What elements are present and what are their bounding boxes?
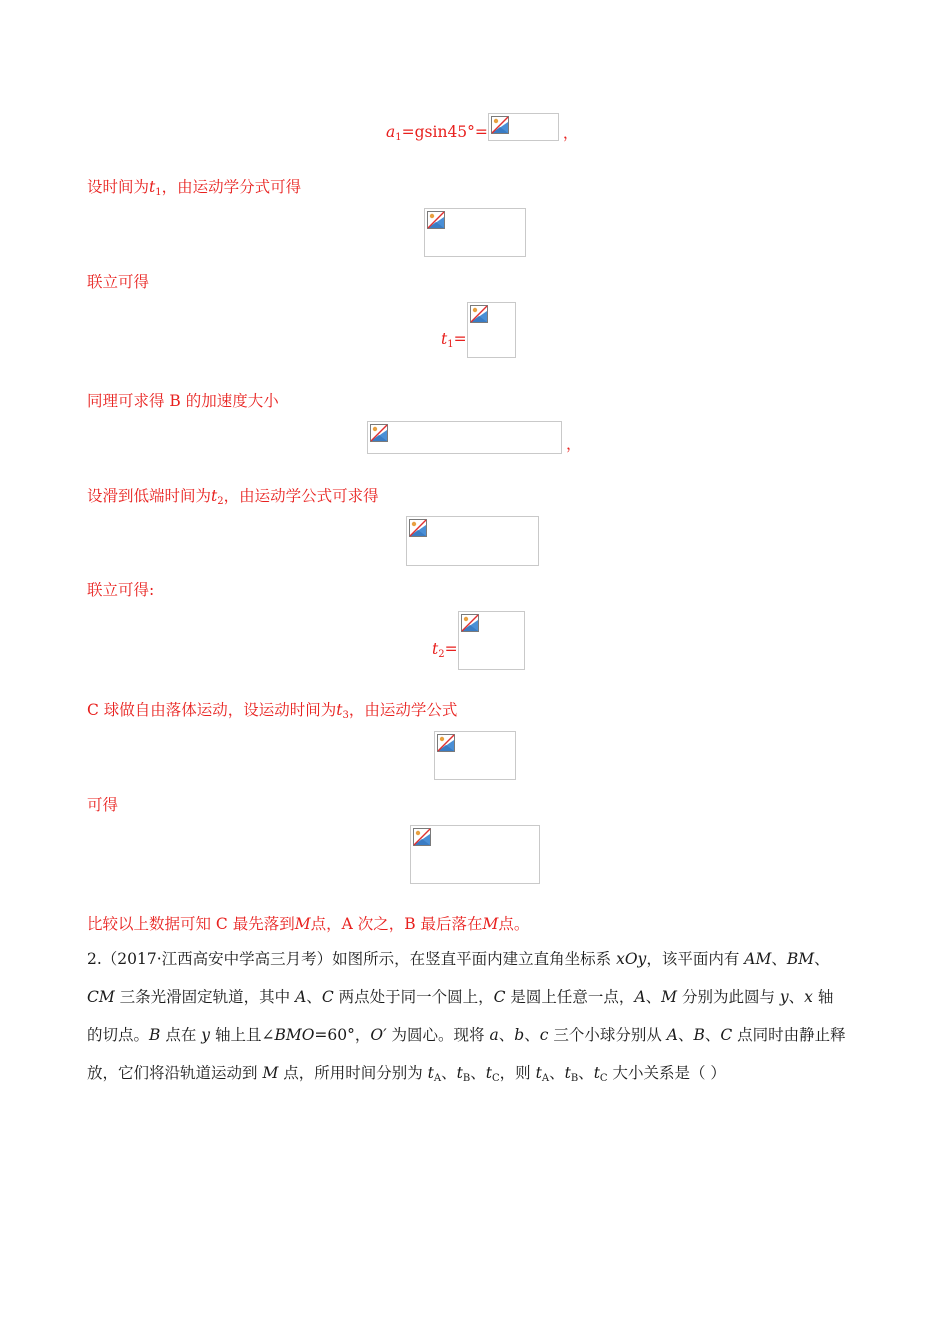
broken-image-icon xyxy=(409,519,427,537)
broken-image-icon xyxy=(437,734,455,752)
equation-t1: $t_1=$ xyxy=(441,302,516,358)
formula-image xyxy=(424,208,526,257)
question-2-line-2: CM 三条光滑固定轨道，其中 A、C 两点处于同一个圆上，C 是圆上任意一点，A、M 分别为此圆与 y、x 轴 xyxy=(87,988,834,1006)
solution-line: 联立可得 xyxy=(87,273,150,291)
broken-image-icon xyxy=(491,116,509,134)
solution-line: 同理可求得 B 的加速度大小 xyxy=(87,392,279,410)
equation-a1: $a_1=gsin45^\circ=$ ， xyxy=(386,113,578,141)
solution-line: 可得 xyxy=(87,796,119,814)
var-a: a xyxy=(386,123,396,141)
equation-t2: $t_2=$ xyxy=(432,611,525,670)
solution-line: 设时间为$t_1$，由运动学分式可得 xyxy=(87,178,302,198)
broken-image-icon xyxy=(427,211,445,229)
formula-image xyxy=(467,302,516,358)
formula-image xyxy=(367,421,562,454)
broken-image-icon xyxy=(461,614,479,632)
solution-line: 设滑到低端时间为$t_2$，由运动学公式可求得 xyxy=(87,487,379,507)
equation-aB: ， xyxy=(367,421,582,454)
question-2-line-4: 放，它们将沿轨道运动到 M 点，所用时间分别为 $t_A$、$t_B$、$t_C$，则 $t_A$、$t_B$、$t_C$ 大小关系是（ ） xyxy=(87,1064,726,1084)
broken-image-icon xyxy=(370,424,388,442)
broken-image-icon xyxy=(413,828,431,846)
formula-image xyxy=(458,611,525,670)
broken-image-icon xyxy=(470,305,488,323)
question-2-line-3: 的切点。B 点在 y 轴上且∠BMO=60°，O′ 为圆心。现将 a、b、c 三个小球分别从 A、B、C 点同时由静止释 xyxy=(87,1026,846,1044)
formula-image xyxy=(488,113,559,141)
question-2-line-1: 2.（2017·江西高安中学高三月考）如图所示，在竖直平面内建立直角坐标系 xOy，该平面内有 AM、BM、 xyxy=(87,950,830,968)
solution-line: 联立可得: xyxy=(87,581,155,599)
conclusion-line: 比较以上数据可知 C 最先落到M点，A 次之，B 最后落在M点。 xyxy=(87,915,530,933)
solution-line: C 球做自由落体运动，设运动时间为$t_3$，由运动学公式 xyxy=(87,701,458,721)
formula-image xyxy=(434,731,516,780)
formula-image xyxy=(406,516,539,566)
formula-image xyxy=(410,825,540,884)
